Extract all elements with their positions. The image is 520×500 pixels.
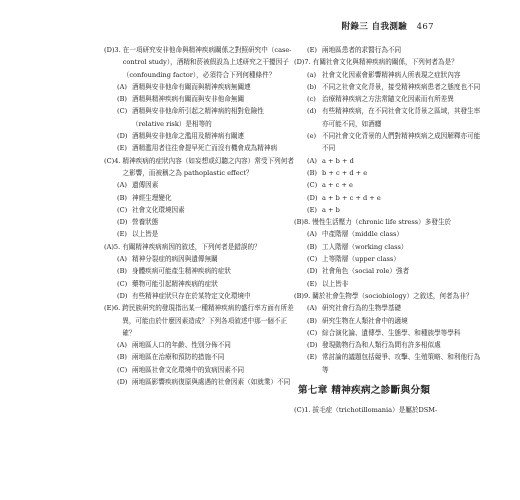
option-label: (A)	[307, 156, 317, 165]
option-text: 常討論的議題包括競爭、攻擊、生殖策略、和利他行為等	[322, 353, 481, 374]
option-label: (C)	[117, 279, 128, 288]
option-label: (E)	[307, 279, 317, 288]
answer-option	[294, 93, 484, 105]
option-label: (E)	[117, 144, 127, 153]
option-label: (D)	[117, 291, 128, 300]
option-label: (e)	[307, 132, 317, 141]
answer-option	[294, 339, 484, 351]
option-label: (d)	[307, 107, 317, 116]
question-item	[294, 56, 484, 68]
answer-option	[104, 192, 294, 204]
question-number: (D)3.	[104, 46, 121, 54]
option-text: 以上皆是	[132, 230, 159, 239]
question-item	[104, 155, 294, 180]
answer-option	[104, 253, 294, 265]
option-text: 遺傳因素	[132, 181, 159, 190]
option-text: 酒精與安非他命之濫用及精神病有關連	[132, 132, 245, 141]
option-label: (B)	[307, 168, 317, 177]
option-label: (c)	[307, 95, 316, 104]
answer-option	[294, 155, 484, 167]
question-item	[294, 216, 484, 228]
running-title: 附錄三 自我測驗	[341, 22, 408, 32]
question-text: 精神疾病的症狀內容（如妄想或幻聽之內容）常受下列何者之影響，而被稱之為 pathoplastic effect？	[122, 156, 294, 177]
answer-option	[294, 105, 484, 130]
answer-option	[104, 278, 294, 290]
answer-option	[104, 228, 294, 240]
option-label: (C)	[117, 205, 128, 214]
answer-option	[104, 93, 294, 105]
option-label: (E)	[307, 205, 317, 214]
left-column	[104, 44, 294, 388]
answer-option	[294, 44, 484, 56]
question-number: (C)1.	[294, 406, 311, 415]
question-text: 在一項研究安非他命與精神疾病關係之對照研究中（case-control study），酒精和菸被假設為上述研究之干擾因子（confounding factor），必須符合下列何種條件？	[122, 46, 292, 79]
answer-option	[104, 290, 294, 302]
option-label: (D)	[117, 132, 128, 141]
option-text: 治療精神疾病之方法常隨文化因素而有所差異	[322, 95, 454, 104]
answer-option	[294, 179, 484, 191]
question-item	[104, 241, 294, 253]
option-text: 營養狀態	[132, 218, 159, 227]
option-text: 社會文化因素會影響精神病人所表現之症狀內容	[322, 70, 461, 79]
option-label: (D)	[307, 267, 318, 276]
answer-option	[294, 241, 484, 253]
option-text: 兩地區人口的年齡、性別分佈不同	[132, 341, 231, 350]
option-text: a + b + c + d + e	[322, 193, 381, 202]
answer-option	[104, 179, 294, 191]
answer-option	[104, 130, 294, 142]
answer-option	[294, 81, 484, 93]
option-text: 精神分裂症的病因與遺傳無關	[132, 255, 218, 264]
option-text: 上等階層（upper class）	[322, 255, 400, 264]
answer-option	[104, 364, 294, 376]
answer-option	[294, 130, 484, 155]
option-label: (E)	[307, 353, 317, 362]
option-text: 酒精與安非他命所引起之精神病的相對危險性（relative risk）是相等的	[132, 107, 264, 128]
option-text: a + b + d	[322, 156, 354, 165]
option-text: 中產階層（middle class）	[322, 230, 403, 239]
answer-option	[294, 192, 484, 204]
question-number: (B)8.	[294, 218, 311, 227]
chapter-heading: 第七章 精神疾病之診斷與分類	[298, 385, 431, 397]
question-number: (A)5.	[104, 242, 121, 251]
option-text: 兩地區社會文化環境中的致病因素不同	[132, 365, 245, 374]
option-text: 以上皆非	[322, 279, 349, 288]
option-text: 研究生物在人類社會中的適境	[322, 316, 408, 325]
option-text: 身體疾病可能產生精神疾病的症狀	[132, 267, 231, 276]
option-text: 藥物可能引起精神疾病的症狀	[132, 279, 218, 288]
question-text: 拔毛症（trichotillomania）是屬於DSM-	[312, 406, 438, 415]
option-label: (B)	[117, 193, 127, 202]
option-label: (C)	[307, 255, 318, 264]
option-label: (E)	[307, 46, 317, 54]
option-label: (A)	[307, 304, 317, 313]
answer-option	[104, 204, 294, 216]
page-number: 467	[416, 22, 434, 32]
option-label: (A)	[117, 82, 127, 91]
answer-option	[104, 81, 294, 93]
option-label: (B)	[117, 353, 127, 362]
question-text: 有關社會文化與精神疾病的關係，下列何者為是？	[312, 58, 458, 67]
option-label: (D)	[117, 218, 128, 227]
option-label: (b)	[307, 82, 317, 91]
answer-option	[294, 228, 484, 240]
option-text: 有些精神症狀只存在於某特定文化環境中	[132, 291, 251, 300]
option-text: 不同社會文化背景的人們對精神疾病之成因解釋亦可能不同	[322, 132, 481, 153]
option-text: 兩地區在治療和預防的措施不同	[132, 353, 225, 362]
option-text: 社會文化環境因素	[132, 205, 185, 214]
option-text: 研究社會行為的生物學基礎	[322, 304, 402, 313]
answer-option	[294, 167, 484, 179]
answer-option	[294, 253, 484, 265]
answer-option	[104, 216, 294, 228]
answer-option	[104, 105, 294, 130]
option-label: (C)	[117, 107, 128, 116]
option-label: (B)	[117, 95, 127, 104]
answer-option	[294, 327, 484, 339]
answer-option	[294, 204, 484, 216]
option-text: 不同之社會文化背景，接受精神疾病患者之態度也不同	[322, 82, 481, 91]
option-label: (D)	[307, 193, 318, 202]
option-text: 酒精與安非他命有關而與精神疾病無關連	[132, 82, 251, 91]
option-label: (C)	[307, 328, 318, 337]
question-number: (D)7.	[294, 58, 311, 67]
option-text: 兩地區患者的求醫行為不同	[322, 46, 402, 54]
question-item	[294, 404, 484, 416]
page-header	[342, 20, 434, 32]
answer-option	[104, 142, 294, 154]
option-text: b + c + d + e	[322, 168, 368, 177]
option-text: 神經生理變化	[132, 193, 172, 202]
answer-option	[104, 351, 294, 363]
answer-option	[104, 376, 294, 388]
question-text: 跨民族研究的發現指出某一種精神疾病的盛行率方面有所差異，可能由於什麼因素造成？下列各項敘述中那一個不正確？	[122, 304, 294, 337]
answer-option	[294, 278, 484, 290]
answer-option	[294, 302, 484, 314]
option-label: (D)	[117, 378, 128, 387]
answer-option	[294, 69, 484, 81]
answer-option	[294, 351, 484, 376]
option-label: (C)	[307, 181, 318, 190]
option-label: (E)	[117, 230, 127, 239]
option-text: 綜合演化論、遺傳學、生態學、和種族學等學科	[322, 328, 461, 337]
option-label: (A)	[117, 341, 127, 350]
question-number: (B)9.	[294, 291, 311, 300]
question-item	[104, 44, 294, 81]
answer-option	[294, 265, 484, 277]
answer-option	[294, 315, 484, 327]
question-text: 慢性生活壓力（chronic life stress）多發生於	[312, 218, 452, 227]
option-label: (B)	[307, 242, 317, 251]
question-text: 關於社會生物學（sociobiology）之敘述，何者為非？	[312, 291, 473, 300]
option-text: 酒精濫用者往往會提早死亡而沒有機會成為精神病	[132, 144, 278, 153]
option-text: a + b	[322, 205, 340, 214]
option-text: 酒精與精神疾病有關而與安非他命無關	[132, 95, 245, 104]
option-text: 工人階層（working class）	[322, 242, 408, 251]
question-number: (C)4.	[104, 156, 121, 165]
option-label: (D)	[307, 341, 318, 350]
option-label: (B)	[117, 267, 127, 276]
option-label: (B)	[307, 316, 317, 325]
right-column	[294, 44, 484, 416]
question-text: 有關精神疾病病因的敘述，下列何者是錯誤的？	[122, 242, 261, 251]
question-item	[104, 302, 294, 339]
option-text: a + c + e	[322, 181, 353, 190]
option-text: 社會角色（social role）強者	[322, 267, 410, 276]
option-text: 兩地區影響疾病復原與處遇的社會因素（如就業）不同	[132, 378, 291, 387]
answer-option	[104, 265, 294, 277]
question-number: (E)6.	[104, 304, 121, 313]
question-item	[294, 290, 484, 302]
option-label: (A)	[117, 255, 127, 264]
option-text: 發現動物行為和人類行為間有許多相似處	[322, 341, 441, 350]
answer-option	[104, 339, 294, 351]
option-label: (A)	[307, 230, 317, 239]
option-text: 有些精神疾病，在不同社會文化背景之區域，其發生率亦可能不同，如酒癮	[322, 107, 481, 128]
option-label: (C)	[117, 365, 128, 374]
option-label: (a)	[307, 70, 317, 79]
option-label: (A)	[117, 181, 127, 190]
